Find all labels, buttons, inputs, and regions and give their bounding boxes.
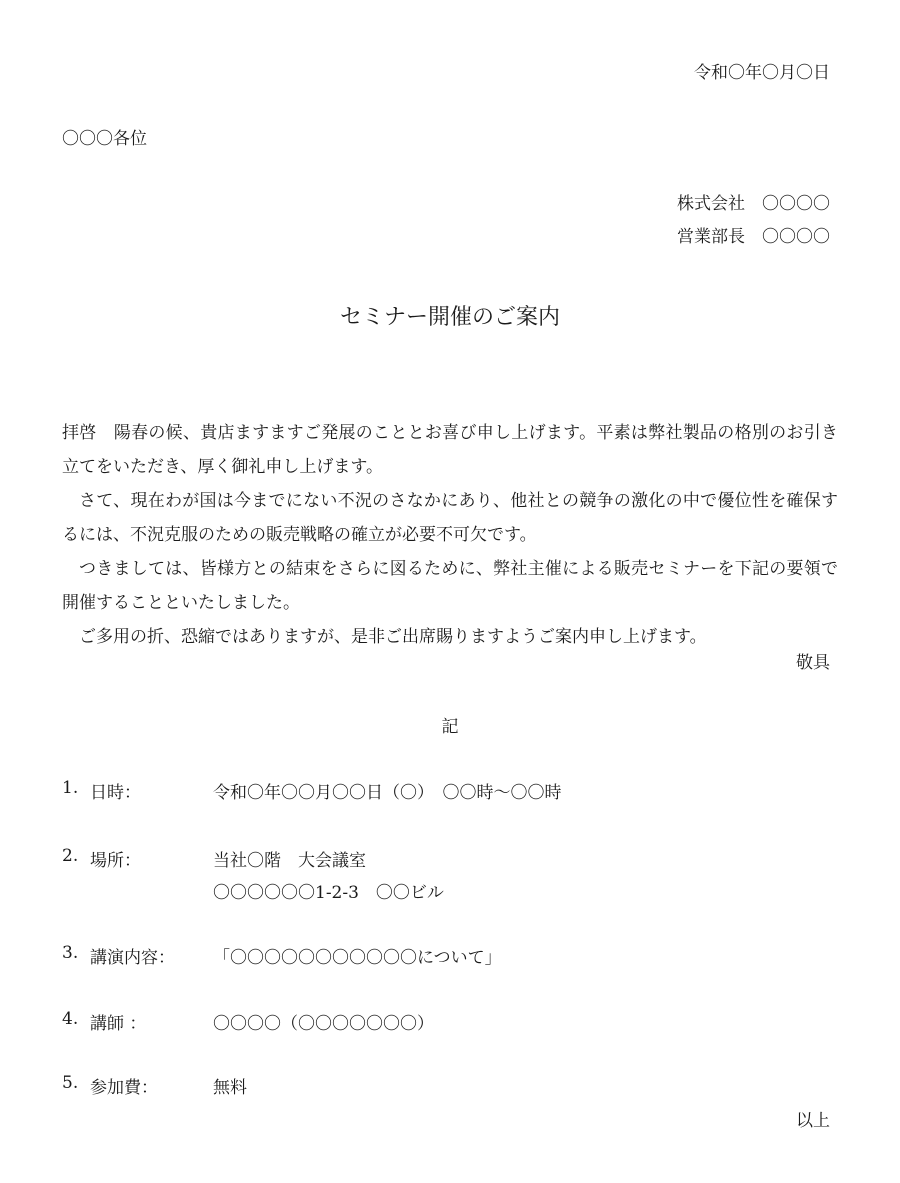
item-value: 令和〇年〇〇月〇〇日（〇） 〇〇時～〇〇時 (213, 783, 562, 803)
body-paragraph-situation: さて、現在わが国は今までにない不況のさなかにあり、他社との競争の激化の中で優位性を確保するには、不況克服のための販売戦略の確立が必要不可欠です。 (62, 491, 838, 545)
item-number: 4. (62, 1009, 79, 1029)
sender-manager: 営業部長 〇〇〇〇 (677, 227, 830, 247)
document-title: セミナー開催のご案内 (339, 305, 560, 330)
closing-ijou: 以上 (796, 1111, 830, 1131)
letter-body (62, 416, 838, 654)
item-label: 講演内容： (90, 948, 175, 968)
body-paragraph-greeting: 拝啓 陽春の候、貴店ますますご発展のこととお喜び申し上げます。平素は弊社製品の格別のお引き立てをいただき、厚く御礼申し上げます。 (62, 423, 838, 477)
item-label: 講師 ： (90, 1014, 147, 1034)
item-value: 〇〇〇〇（〇〇〇〇〇〇〇） (213, 1014, 434, 1034)
addressee: 〇〇〇各位 (62, 129, 147, 149)
closing-keigu: 敬具 (796, 653, 830, 673)
ki-heading: 記 (441, 717, 459, 737)
item-value: 「〇〇〇〇〇〇〇〇〇〇〇について」 (213, 948, 502, 968)
document-date: 令和〇年〇月〇日 (694, 63, 830, 83)
item-value-address: 〇〇〇〇〇〇1-2-3 〇〇ビル (213, 883, 444, 903)
item-number: 2. (62, 846, 79, 866)
item-label: 参加費： (90, 1078, 158, 1098)
body-paragraph-announcement: つきましては、皆様方との結束をさらに図るために、弊社主催による販売セミナーを下記の要領で開催することといたしました。 (62, 559, 838, 613)
sender-company: 株式会社 〇〇〇〇 (677, 194, 830, 214)
item-label: 日時： (90, 783, 141, 803)
item-number: 5. (62, 1073, 79, 1093)
item-label: 場所： (90, 851, 141, 871)
body-paragraph-request: ご多用の折、恐縮ではありますが、是非ご出席賜りますようご案内申し上げます。 (79, 627, 707, 647)
item-number: 1. (62, 778, 79, 798)
item-value: 無料 (213, 1078, 247, 1098)
item-number: 3. (62, 943, 79, 963)
item-value: 当社〇階 大会議室 (213, 851, 366, 871)
